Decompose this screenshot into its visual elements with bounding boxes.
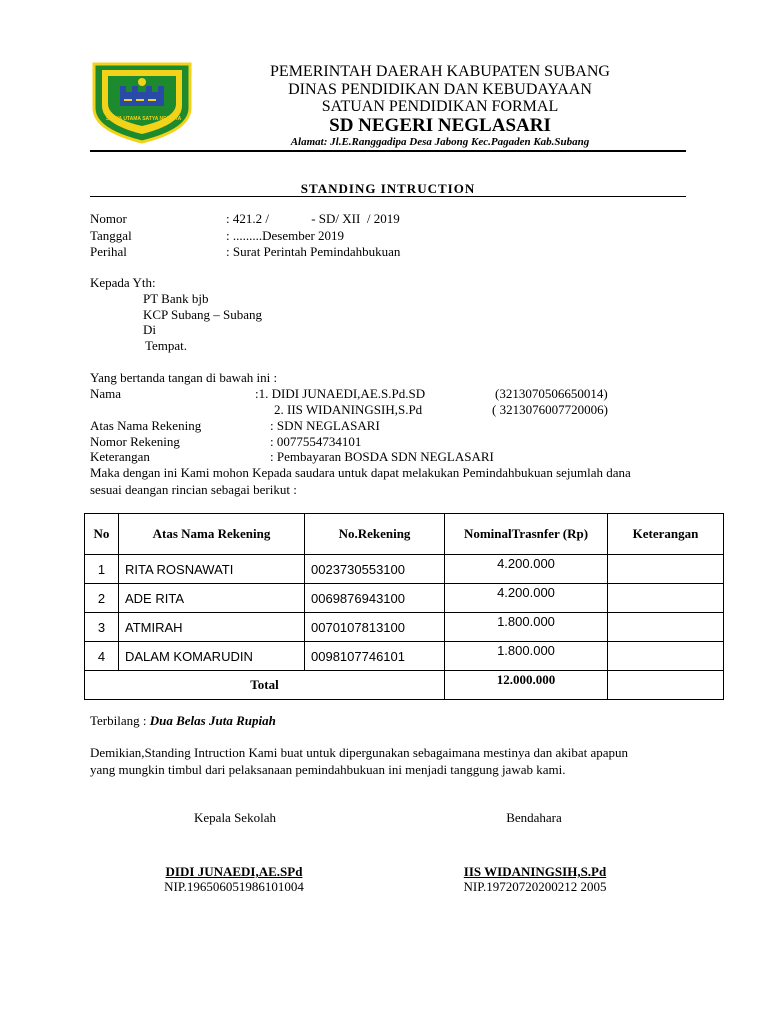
- row-nominal: 1.800.000: [445, 613, 608, 642]
- right-signature-nip: NIP.19720720200212 2005: [463, 879, 607, 894]
- left-signature-nip: NIP.196506051986101004: [164, 879, 304, 894]
- request-paragraph-line2: sesuai deangan rincian sebagai berikut :: [90, 482, 297, 497]
- row-account-number: 0023730553100: [305, 555, 445, 584]
- header-school-name: SD NEGERI NEGLASARI: [329, 115, 551, 136]
- document-title: STANDING INTRUCTION: [300, 181, 476, 196]
- row-no: 2: [85, 584, 119, 613]
- school-logo: [90, 58, 194, 144]
- table-row: [85, 584, 724, 613]
- header-unit: SATUAN PENDIDIKAN FORMAL: [321, 98, 559, 115]
- nomor-value: : 421.2 / - SD/ XII / 2019: [226, 211, 400, 226]
- left-signature-title: Kepala Sekolah: [194, 810, 276, 825]
- perihal-label: Perihal: [90, 244, 127, 259]
- logo-bottom-text: SATYA UTAMA SATYA NEGARA: [106, 116, 182, 122]
- row-account-number: 0069876943100: [305, 584, 445, 613]
- signer-intro: Yang bertanda tangan di bawah ini :: [90, 370, 278, 385]
- nik-2: ( 3213076007720006): [492, 402, 608, 417]
- table-header-row: [85, 514, 724, 555]
- table-total-row: [85, 671, 724, 700]
- row-account-number: 0098107746101: [305, 642, 445, 671]
- keterangan-label: Keterangan: [90, 449, 150, 464]
- title-divider: [90, 196, 686, 197]
- nomor-rekening-label: Nomor Rekening: [90, 434, 180, 449]
- atas-nama-label: Atas Nama Rekening: [90, 418, 202, 433]
- recipient-branch: KCP Subang – Subang: [143, 307, 263, 322]
- row-nominal: 1.800.000: [445, 642, 608, 671]
- row-account-name: ADE RITA: [119, 584, 305, 613]
- perihal-value: : Surat Perintah Pemindahbukuan: [226, 244, 401, 259]
- table-row: [85, 555, 724, 584]
- table-row: [85, 613, 724, 642]
- table-row: [85, 642, 724, 671]
- row-note: [608, 555, 724, 584]
- transfer-table: [84, 513, 724, 700]
- row-no: 3: [85, 613, 119, 642]
- row-nominal: 4.200.000: [445, 555, 608, 584]
- recipient-di: Di: [143, 322, 156, 337]
- column-header-note: Keterangan: [608, 514, 724, 555]
- row-note: [608, 613, 724, 642]
- nomor-rekening-value: : 0077554734101: [270, 434, 362, 449]
- shield-emblem-icon: [90, 58, 194, 144]
- row-nominal: 4.200.000: [445, 584, 608, 613]
- tanggal-value: : .........Desember 2019: [226, 228, 345, 243]
- closing-line1: Demikian,Standing Intruction Kami buat untuk dipergunakan sebagaimana mestinya dan akibat apapun: [90, 745, 629, 760]
- total-label: Total: [85, 671, 445, 700]
- right-signature-name: IIS WIDANINGSIH,S.Pd: [463, 864, 607, 879]
- row-note: [608, 642, 724, 671]
- logo-top-text: BENTENG PANCASILA: [108, 72, 183, 78]
- nama-label: Nama: [90, 386, 122, 401]
- column-header-nominal: NominalTrasnfer (Rp): [445, 514, 608, 555]
- atas-nama-value: : SDN NEGLASARI: [270, 418, 380, 433]
- total-note: [608, 671, 724, 700]
- nik-1: (3213070506650014): [495, 386, 608, 401]
- nama-2: 2. IIS WIDANINGSIH,S.Pd: [274, 402, 423, 417]
- header-address: Alamat: Jl.E.Ranggadipa Desa Jabong Kec.Pagaden Kab.Subang: [290, 136, 590, 148]
- request-paragraph-line1: Maka dengan ini Kami mohon Kepada saudara untuk dapat melakukan Pemindahbukuan sejumlah dana: [90, 465, 631, 480]
- row-account-name: ATMIRAH: [119, 613, 305, 642]
- column-header-account-name: Atas Nama Rekening: [119, 514, 305, 555]
- recipient-bank: PT Bank bjb: [143, 291, 209, 306]
- recipient-place: Tempat.: [145, 338, 188, 353]
- row-account-name: DALAM KOMARUDIN: [119, 642, 305, 671]
- row-note: [608, 584, 724, 613]
- row-account-name: RITA ROSNAWATI: [119, 555, 305, 584]
- terbilang: [90, 713, 276, 729]
- tanggal-label: Tanggal: [90, 228, 132, 243]
- column-header-account-number: No.Rekening: [305, 514, 445, 555]
- right-signature-title: Bendahara: [506, 810, 562, 825]
- nomor-label: Nomor: [90, 211, 127, 226]
- recipient-greeting: Kepada Yth:: [90, 275, 156, 290]
- column-header-no: No: [85, 514, 119, 555]
- closing-line2: yang mungkin timbul dari pelaksanaan pemindahbukuan ini menjadi tanggung jawab kami.: [90, 762, 566, 777]
- header-divider: [90, 150, 686, 152]
- nama-1: :1. DIDI JUNAEDI,AE.S.Pd.SD: [255, 386, 426, 401]
- left-signature-name: DIDI JUNAEDI,AE.SPd: [165, 864, 303, 879]
- terbilang-label: Terbilang :: [90, 713, 147, 728]
- total-value: 12.000.000: [445, 671, 608, 700]
- row-no: 4: [85, 642, 119, 671]
- row-account-number: 0070107813100: [305, 613, 445, 642]
- keterangan-value: : Pembayaran BOSDA SDN NEGLASARI: [270, 449, 494, 464]
- header-department: DINAS PENDIDIKAN DAN KEBUDAYAAN: [288, 81, 592, 98]
- header-government: PEMERINTAH DAERAH KABUPATEN SUBANG: [270, 63, 610, 80]
- row-no: 1: [85, 555, 119, 584]
- terbilang-value: Dua Belas Juta Rupiah: [149, 713, 276, 728]
